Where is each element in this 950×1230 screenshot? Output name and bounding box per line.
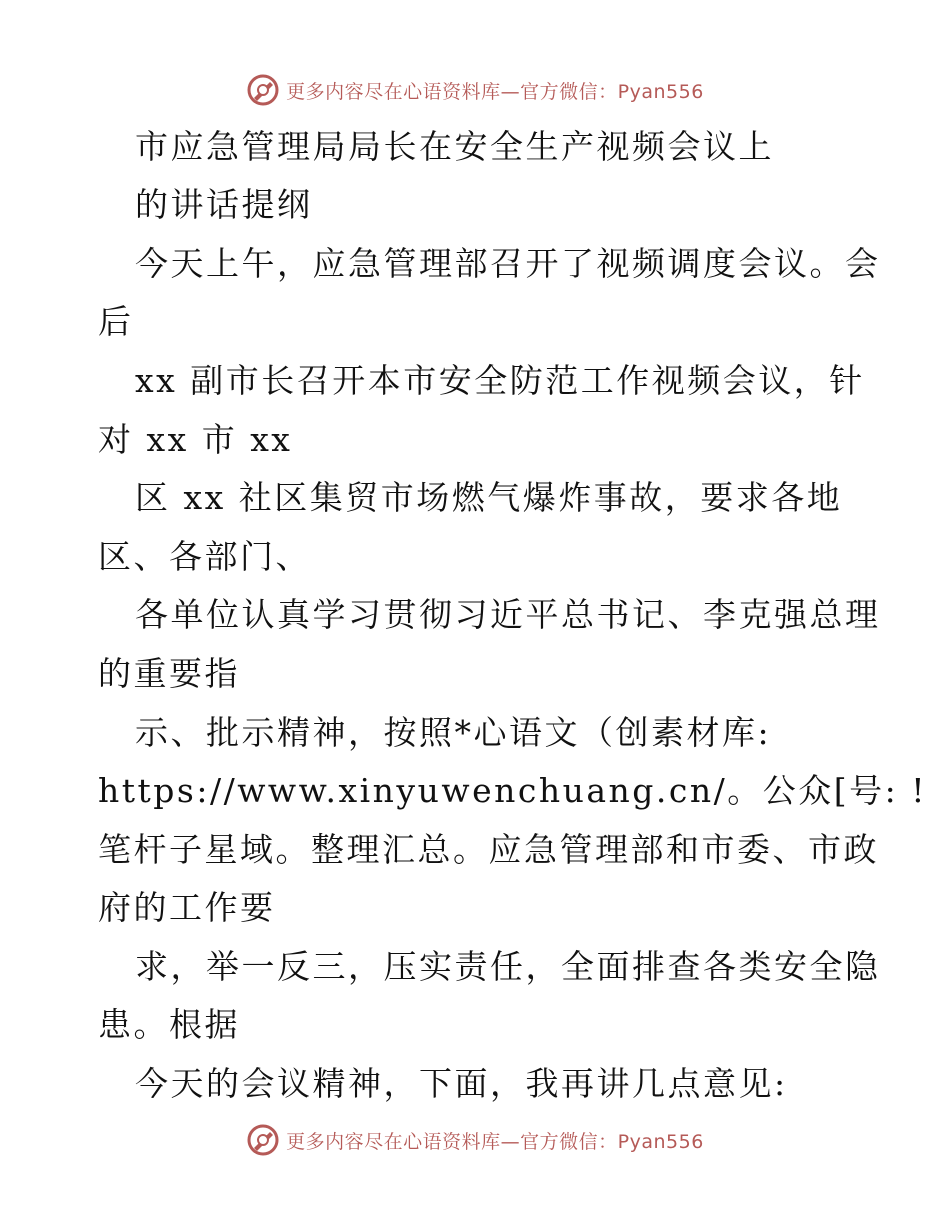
- paragraph-line: 患。根据: [98, 1005, 240, 1044]
- paragraph-line: 的重要指: [98, 654, 240, 693]
- header-watermark: [0, 72, 950, 108]
- paragraph-line: 今天的会议精神，下面，我再讲几点意见:: [135, 1064, 788, 1103]
- paragraph-line: 笔杆子星域。整理汇总。应急管理部和市委、市政: [98, 830, 879, 869]
- paragraph-line: 各单位认真学习贯彻习近平总书记、李克强总理: [135, 595, 881, 634]
- watermark-text: 更多内容尽在心语资料库—官方微信：Pyan556: [286, 80, 704, 103]
- paragraph-line: 求，举一反三，压实责任，全面排查各类安全隐: [135, 947, 881, 986]
- paragraph-line: 区、各部门、: [98, 537, 311, 576]
- paragraph-line: 示、批示精神，按照*心语文（创素材库:: [135, 713, 772, 752]
- paragraph-line: 对 xx 市 xx: [98, 420, 293, 459]
- brush-seal-logo-icon: [246, 1123, 280, 1157]
- watermark-text: 更多内容尽在心语资料库—官方微信：Pyan556: [286, 1130, 704, 1153]
- brush-seal-logo-icon: [246, 73, 280, 107]
- footer-watermark: [0, 1122, 950, 1158]
- paragraph-line: https://www.xinyuwenchuang.cn/。公众[号: !: [98, 771, 927, 810]
- paragraph-line: 今天上午，应急管理部召开了视频调度会议。会: [135, 244, 881, 283]
- paragraph-line: 府的工作要: [98, 888, 276, 927]
- title-line-2: 的讲话提纲: [135, 185, 313, 224]
- paragraph-line: 后: [98, 302, 134, 341]
- paragraph-line: 区 xx 社区集贸市场燃气爆炸事故，要求各地: [135, 478, 843, 517]
- paragraph-line: xx 副市长召开本市安全防范工作视频会议，针: [135, 361, 865, 400]
- title-line-1: 市应急管理局局长在安全生产视频会议上: [135, 127, 774, 166]
